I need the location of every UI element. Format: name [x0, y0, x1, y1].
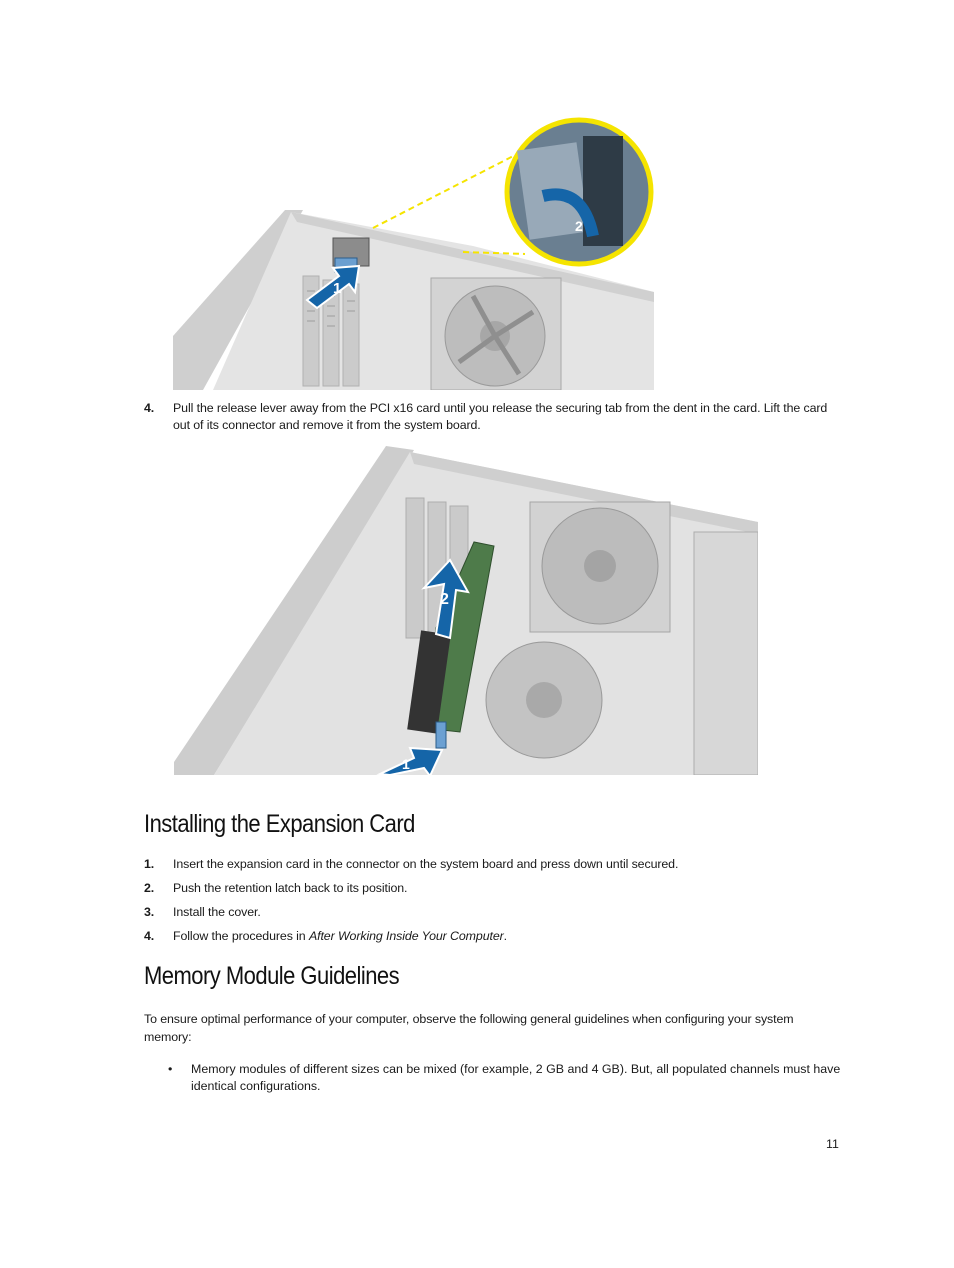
step-number: 4.: [144, 401, 155, 415]
page-number: 11: [826, 1137, 839, 1151]
section-title-memory: Memory Module Guidelines: [144, 962, 400, 990]
callout-number-2: 2: [575, 218, 583, 234]
step-text: Insert the expansion card in the connector on the system board and press down until secured.: [173, 857, 679, 871]
remove-card-illustration: [174, 442, 758, 775]
bullet-text: Memory modules of different sizes can be mixed (for example, 2 GB and 4 GB). But, all populated channels must have identical configurations.: [191, 1062, 841, 1093]
step-number: 3.: [144, 905, 155, 919]
step-text: [173, 928, 833, 945]
figure-release-lever: [173, 116, 654, 390]
step-text: Pull the release lever away from the PCI x16 card until you release the securing tab from the dent in the card. Lift the card out of its connector and remove it from the system board.: [173, 401, 828, 432]
figure-remove-card: [174, 442, 758, 775]
memory-intro: To ensure optimal performance of your computer, observe the following general guidelines when configuring your system memory:: [144, 1012, 794, 1044]
callout-number-2: 2: [440, 591, 449, 608]
callout-number-1: 1: [333, 280, 342, 297]
step-text: Install the cover.: [173, 905, 261, 919]
step-number: 2.: [144, 881, 155, 895]
step-text-after: .: [503, 929, 507, 943]
callout-number-1: 1: [402, 756, 410, 772]
release-lever-illustration: [173, 116, 654, 390]
bullet-marker: •: [168, 1062, 173, 1076]
step-text: Push the retention latch back to its position.: [173, 881, 408, 895]
section-title-installing: Installing the Expansion Card: [144, 810, 415, 838]
step-number: 1.: [144, 857, 155, 871]
step-number: 4.: [144, 929, 155, 943]
reference-link-text: After Working Inside Your Computer: [308, 929, 504, 943]
step-text-before: Follow the procedures in: [173, 929, 309, 943]
